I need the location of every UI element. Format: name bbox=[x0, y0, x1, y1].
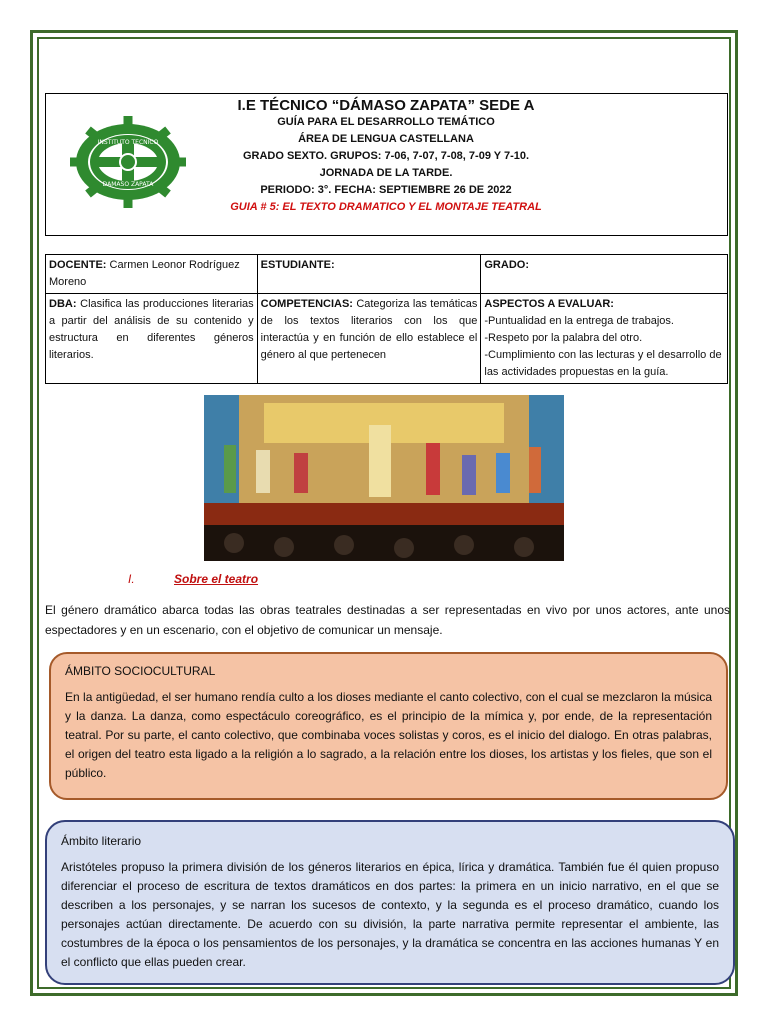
section-heading bbox=[128, 572, 258, 586]
guide-title: GUIA # 5: EL TEXTO DRAMATICO Y EL MONTAJE TEATRAL bbox=[230, 201, 542, 213]
aspecto-item: -Puntualidad en la entrega de trabajos. bbox=[484, 315, 674, 327]
logo-text-bottom: DAMASO ZAPATA bbox=[102, 181, 154, 188]
literary-box bbox=[45, 820, 735, 985]
competencias-cell bbox=[257, 294, 481, 384]
sociocultural-title: ÁMBITO SOCIOCULTURAL bbox=[65, 664, 216, 678]
grado-cell bbox=[481, 255, 728, 294]
area-line: ÁREA DE LENGUA CASTELLANA bbox=[298, 133, 474, 145]
aspectos-label: ASPECTOS A EVALUAR: bbox=[484, 298, 614, 310]
grado-label: GRADO: bbox=[484, 259, 529, 271]
aspecto-item: -Cumplimiento con las lecturas y el desarrollo de las actividades propuestas en la guía. bbox=[484, 349, 722, 378]
guide-subtitle: GUÍA PARA EL DESARROLLO TEMÁTICO bbox=[277, 116, 495, 128]
dba-label: DBA: bbox=[49, 298, 77, 310]
dba-cell bbox=[46, 294, 258, 384]
docente-cell bbox=[46, 255, 258, 294]
estudiante-cell bbox=[257, 255, 481, 294]
theater-stage-photo bbox=[204, 395, 564, 561]
school-name: I.E TÉCNICO “DÁMASO ZAPATA” SEDE A bbox=[237, 97, 535, 114]
school-logo bbox=[66, 112, 191, 212]
intro-paragraph: El género dramático abarca todas las obras teatrales destinadas a ser representadas en vivo por unos actores, ante unos espectadores y en un escenario, con el objetivo de comunicar un mensaje. bbox=[45, 603, 730, 637]
docente-value: Carmen Leonor Rodríguez Moreno bbox=[49, 259, 240, 288]
aspectos-cell bbox=[481, 294, 728, 384]
literary-text: Aristóteles propuso la primera división de los géneros literarios en épica, lírica y dramática. También fue él quien propuso diferenciar el proceso de escritura de textos dramáticos en dos partes: la primera en un inicio narrativo, en el que se describen a los personajes, y se narran los sucesos de contexto, y la segunda es el proceso dramático, cuando los personajes actúan directamente. De acuerdo con su división, la parte narrativa permite representar el ambiente, las costumbres de la época o los pensamientos de los personajes, y la dramática se concentra en las acciones humanas Y en el conflicto que ellas pueden crear. bbox=[61, 860, 719, 969]
dba-text: Clasifica las producciones literarias a partir del análisis de su contenido y estructura en diferentes géneros literarios. bbox=[49, 298, 254, 361]
estudiante-label: ESTUDIANTE: bbox=[260, 259, 335, 271]
aspecto-item: -Respeto por la palabra del otro. bbox=[484, 332, 643, 344]
section-number: I. bbox=[128, 572, 135, 586]
period-line: PERIODO: 3°. FECHA: SEPTIEMBRE 26 DE 2022 bbox=[260, 184, 512, 196]
sociocultural-box bbox=[49, 652, 728, 800]
info-table bbox=[45, 254, 728, 384]
header-text bbox=[186, 94, 586, 216]
logo-text-top: INSTITUTO TECNICO bbox=[97, 139, 159, 146]
section-title: Sobre el teatro bbox=[174, 572, 259, 586]
docente-label: DOCENTE: bbox=[49, 259, 107, 271]
sociocultural-text: En la antigüedad, el ser humano rendía culto a los dioses mediante el canto colectivo, con el cual se mezclaron la música y la danza. La danza, como espectáculo coreográfico, es el principio de la mímica y, por ende, de la representación teatral. Por su parte, el canto colectivo, que combinaba voces solistas y coros, es el inicio del dialogo. En otras palabras, el origen del teatro esta ligado a la religión a lo sagrado, a la relación entre los dioses, los artistas y los fieles, que son el público. bbox=[65, 690, 712, 780]
grade-line: GRADO SEXTO. GRUPOS: 7-06, 7-07, 7-08, 7-09 Y 7-10. bbox=[242, 150, 530, 162]
document-header bbox=[45, 93, 728, 236]
competencias-text: Categoriza las temáticas de los textos literarios con los que interactúa y en función de ello establece el género al que pertenecen bbox=[260, 298, 478, 361]
shift-line: JORNADA DE LA TARDE. bbox=[319, 167, 453, 179]
competencias-label: COMPETENCIAS: bbox=[260, 298, 353, 310]
literary-title: Ámbito literario bbox=[61, 834, 142, 848]
